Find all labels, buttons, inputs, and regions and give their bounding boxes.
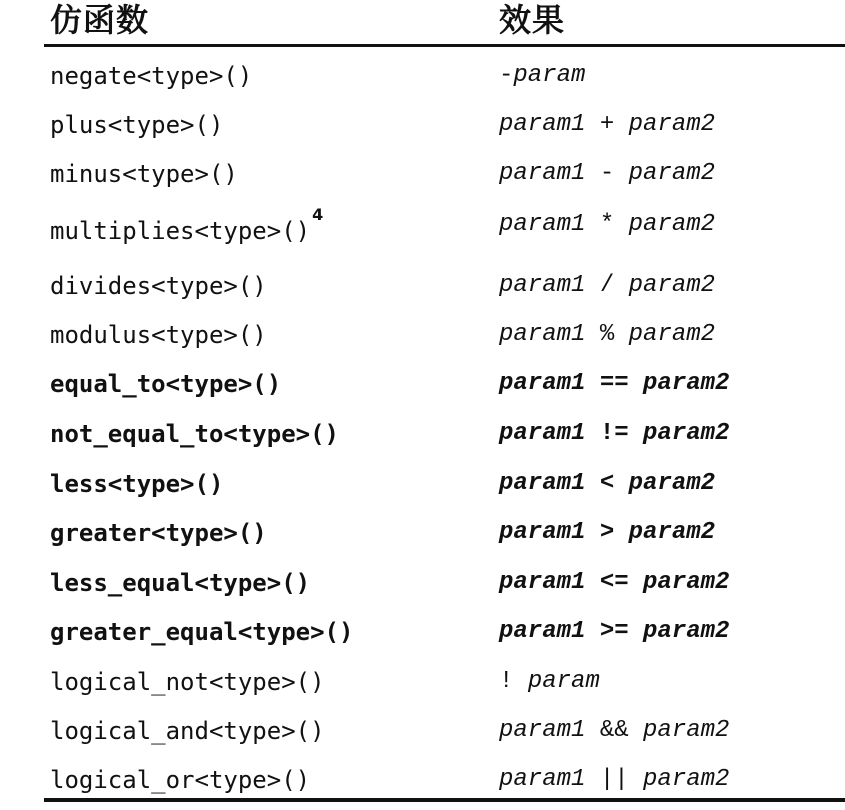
effect-operand-a: param1 [499, 519, 586, 546]
effect-operator: * [585, 211, 629, 238]
effect-operand-a: param [513, 62, 586, 89]
functor-name [50, 559, 310, 607]
functor-name-text: modulus<type>() [50, 321, 267, 349]
effect-operand-b: param2 [628, 160, 716, 187]
functor-name-text: plus<type>() [50, 111, 224, 139]
functor-name-text: greater<type>() [50, 519, 267, 547]
effect-operand-b: param2 [628, 272, 716, 299]
table-row [44, 410, 845, 458]
effect-operand-a: param1 [499, 211, 586, 238]
functor-effect [499, 658, 600, 706]
functor-name [50, 410, 339, 458]
table-row [44, 608, 845, 656]
functor-effect [499, 311, 715, 359]
effect-operator: / [585, 272, 629, 299]
functor-name-text: less_equal<type>() [50, 569, 311, 597]
functor-effect [499, 410, 729, 458]
effect-operator: || [585, 766, 644, 793]
functor-name-text: divides<type>() [50, 272, 267, 300]
table-row [44, 756, 845, 804]
functor-effect [499, 201, 715, 249]
effect-operand-b: param2 [628, 321, 716, 348]
header-function-column: 仿函数 [50, 1, 150, 39]
functor-name [50, 658, 325, 706]
effect-operand-b: param2 [643, 569, 730, 596]
functor-name-text: equal_to<type>() [50, 370, 282, 398]
functor-name-text: negate<type>() [50, 62, 253, 90]
effect-operator: > [585, 519, 629, 546]
effect-operand-a: param [527, 668, 600, 695]
effect-operand-a: param1 [499, 272, 586, 299]
functor-name [50, 360, 281, 408]
effect-operand-b: param2 [643, 766, 730, 793]
effect-operator: % [585, 321, 629, 348]
functor-effect [499, 608, 729, 656]
effect-operand-a: param1 [499, 470, 586, 497]
effect-operand-a: param1 [499, 569, 586, 596]
table-header [44, 0, 845, 44]
table-top-rule [44, 44, 845, 47]
functor-name-text: multiplies<type>() [50, 217, 311, 245]
effect-operator: <= [585, 569, 644, 596]
effect-operand-a: param1 [499, 111, 586, 138]
functor-name-text: greater_equal<type>() [50, 618, 354, 646]
functor-name-text: logical_and<type>() [50, 717, 325, 745]
functor-name [50, 460, 223, 508]
effect-operator: < [585, 470, 629, 497]
effect-operand-a: param1 [499, 160, 586, 187]
functor-effect [499, 559, 729, 607]
effect-operand-a: param1 [499, 420, 586, 447]
functor-table [44, 0, 845, 810]
functor-effect [499, 150, 715, 198]
functor-name [50, 201, 323, 255]
functor-name [50, 509, 267, 557]
functor-name-text: less<type>() [50, 470, 224, 498]
functor-effect [499, 707, 729, 755]
effect-operator: && [585, 717, 644, 744]
effect-operand-a: param1 [499, 618, 586, 645]
effect-operand-b: param2 [643, 618, 730, 645]
functor-effect [499, 509, 715, 557]
functor-name [50, 101, 223, 149]
effect-operator: >= [585, 618, 644, 645]
effect-operand-b: param2 [643, 717, 730, 744]
effect-prefix: - [499, 62, 514, 89]
effect-operator: - [585, 160, 629, 187]
effect-operand-b: param2 [628, 519, 716, 546]
table-row [44, 52, 845, 100]
functor-name [50, 262, 267, 310]
functor-name-text: logical_or<type>() [50, 766, 311, 794]
table-row [44, 460, 845, 508]
footnote-marker: 4 [312, 205, 324, 224]
effect-operand-a: param1 [499, 370, 586, 397]
effect-operand-b: param2 [643, 370, 730, 397]
functor-effect [499, 101, 715, 149]
effect-operand-b: param2 [628, 470, 716, 497]
functor-name [50, 756, 310, 804]
effect-operand-b: param2 [628, 111, 716, 138]
functor-effect [499, 262, 715, 310]
effect-operator: == [585, 370, 644, 397]
effect-operand-a: param1 [499, 766, 586, 793]
functor-name-text: not_equal_to<type>() [50, 420, 339, 448]
effect-operand-a: param1 [499, 717, 586, 744]
table-row [44, 360, 845, 408]
functor-effect [499, 756, 729, 804]
effect-operand-b: param2 [643, 420, 730, 447]
effect-operator: != [585, 420, 644, 447]
effect-operand-b: param2 [628, 211, 716, 238]
functor-effect [499, 52, 585, 100]
table-row [44, 311, 845, 359]
table-row [44, 101, 845, 149]
functor-effect [499, 460, 715, 508]
functor-name-text: minus<type>() [50, 160, 238, 188]
functor-name-text: logical_not<type>() [50, 668, 325, 696]
effect-prefix: ! [499, 668, 528, 695]
table-row [44, 150, 845, 198]
functor-name [50, 707, 325, 755]
table-row [44, 509, 845, 557]
table-row [44, 559, 845, 607]
functor-name [50, 52, 252, 100]
table-bottom-rule [44, 798, 845, 802]
functor-name [50, 311, 267, 359]
functor-name [50, 150, 238, 198]
effect-operator: + [585, 111, 629, 138]
table-row [44, 201, 845, 249]
table-row [44, 262, 845, 310]
header-effect-column: 效果 [499, 1, 566, 39]
functor-name [50, 608, 353, 656]
effect-operand-a: param1 [499, 321, 586, 348]
table-row [44, 658, 845, 706]
functor-effect [499, 360, 729, 408]
table-row [44, 707, 845, 755]
